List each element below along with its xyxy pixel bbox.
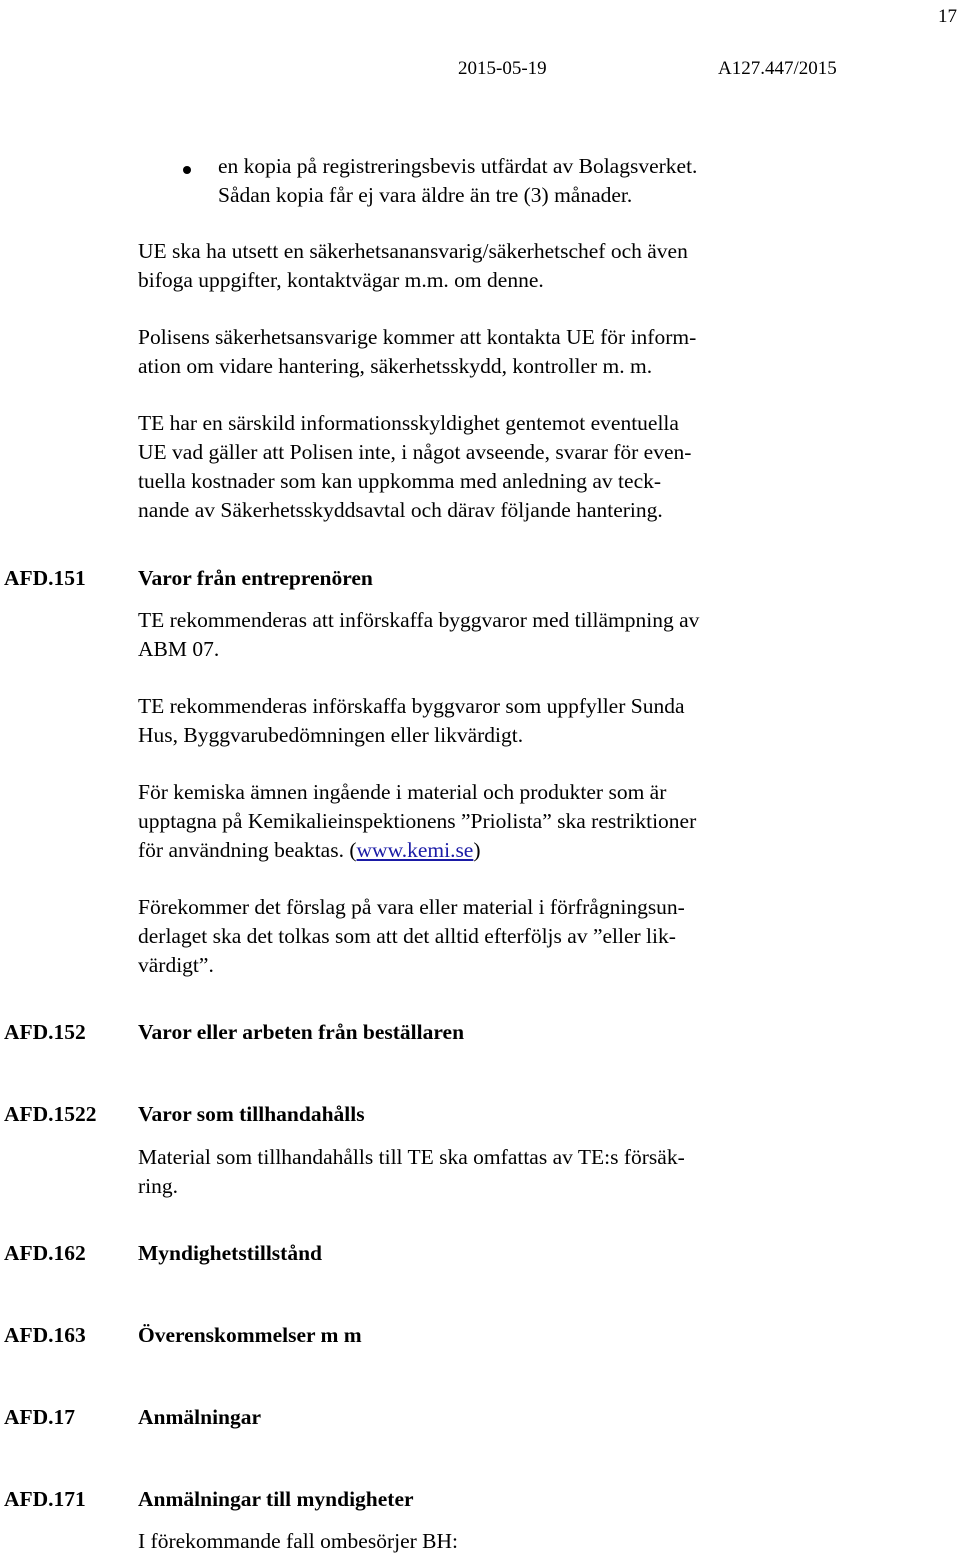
section-code-afd162: AFD.162 [4,1241,86,1265]
section-code-afd1522: AFD.1522 [4,1102,97,1126]
section-code-afd152: AFD.152 [4,1020,86,1044]
paragraph-line: I förekommande fall ombesörjer BH: [138,1529,459,1553]
section-code-afd151: AFD.151 [4,566,86,590]
paragraph-line: nande av Säkerhetsskyddsavtal och därav följande hantering. [138,498,663,522]
paragraph-line: TE har en särskild informationsskyldighet gentemot eventuella [138,411,679,435]
paragraph-bh [138,1527,838,1556]
paragraph-line: Polisens säkerhetsansvarige kommer att kontakta UE för inform- [138,325,697,349]
kemi-link[interactable]: www.kemi.se [356,838,474,862]
section-title-afd162: Myndighetstillstånd [138,1241,322,1265]
paragraph-line: ABM 07. [138,637,220,661]
paragraph-line: upptagna på Kemikalieinspektionens ”Priolista” ska restriktioner [138,809,697,833]
paragraph-line: ring. [138,1174,179,1198]
section-title-afd171: Anmälningar till myndigheter [138,1487,414,1511]
header-date: 2015-05-19 [458,58,547,79]
paragraph-line: Förekommer det förslag på vara eller material i förfrågningsun- [138,895,685,919]
page-number: 17 [938,6,957,27]
paragraph-line: bifoga uppgifter, kontaktvägar m.m. om denne. [138,268,544,292]
paragraph-line: UE vad gäller att Polisen inte, i något avseende, svarar för even- [138,440,692,464]
section-code-afd17: AFD.17 [4,1405,76,1429]
paragraph-ue-security [138,237,838,295]
paragraph-line: TE rekommenderas införskaffa byggvaror som uppfyller Sunda [138,694,685,718]
paragraph-te-information [138,409,838,525]
paragraph-text: för användning beaktas. ( [138,838,357,862]
paragraph-line: värdigt”. [138,953,214,977]
paragraph-line: tuella kostnader som kan uppkomma med anledning av teck- [138,469,662,493]
bullet-dot [183,166,191,174]
section-title-afd1522: Varor som tillhandahålls [138,1102,365,1126]
paragraph-line: UE ska ha utsett en säkerhetsanansvarig/säkerhetschef och även [138,239,688,263]
section-code-afd171: AFD.171 [4,1487,86,1511]
paragraph-line: ation om vidare hantering, säkerhetsskydd, kontroller m. m. [138,354,653,378]
paragraph-line: För kemiska ämnen ingående i material och produkter som är [138,780,667,804]
header-reference: A127.447/2015 [718,58,837,79]
paragraph-tillhandahalls [138,1143,838,1201]
bullet-item [218,152,918,210]
section-title-afd17: Anmälningar [138,1405,262,1429]
section-title-afd152: Varor eller arbeten från beställaren [138,1020,465,1044]
paragraph-line: TE rekommenderas att införskaffa byggvaror med tillämpning av [138,608,700,632]
paragraph-abm07 [138,606,838,664]
paragraph-priolista [138,778,838,865]
paragraph-forfragningsunderlag [138,893,838,980]
section-code-afd163: AFD.163 [4,1323,86,1347]
paragraph-police-contact [138,323,838,381]
paragraph-line: Hus, Byggvarubedömningen eller likvärdigt. [138,723,524,747]
paragraph-sunda-hus [138,692,838,750]
paragraph-text: ) [473,838,481,862]
bullet-line-1: en kopia på registreringsbevis utfärdat av Bolagsverket. [218,154,698,178]
section-title-afd151: Varor från entreprenören [138,566,373,590]
section-title-afd163: Överenskommelser m m [138,1323,362,1347]
bullet-line-2: Sådan kopia får ej vara äldre än tre (3) månader. [218,183,633,207]
paragraph-line: derlaget ska det tolkas som att det alltid efterföljs av ”eller lik- [138,924,676,948]
paragraph-line: Material som tillhandahålls till TE ska omfattas av TE:s försäk- [138,1145,685,1169]
paragraph-line [138,836,838,865]
